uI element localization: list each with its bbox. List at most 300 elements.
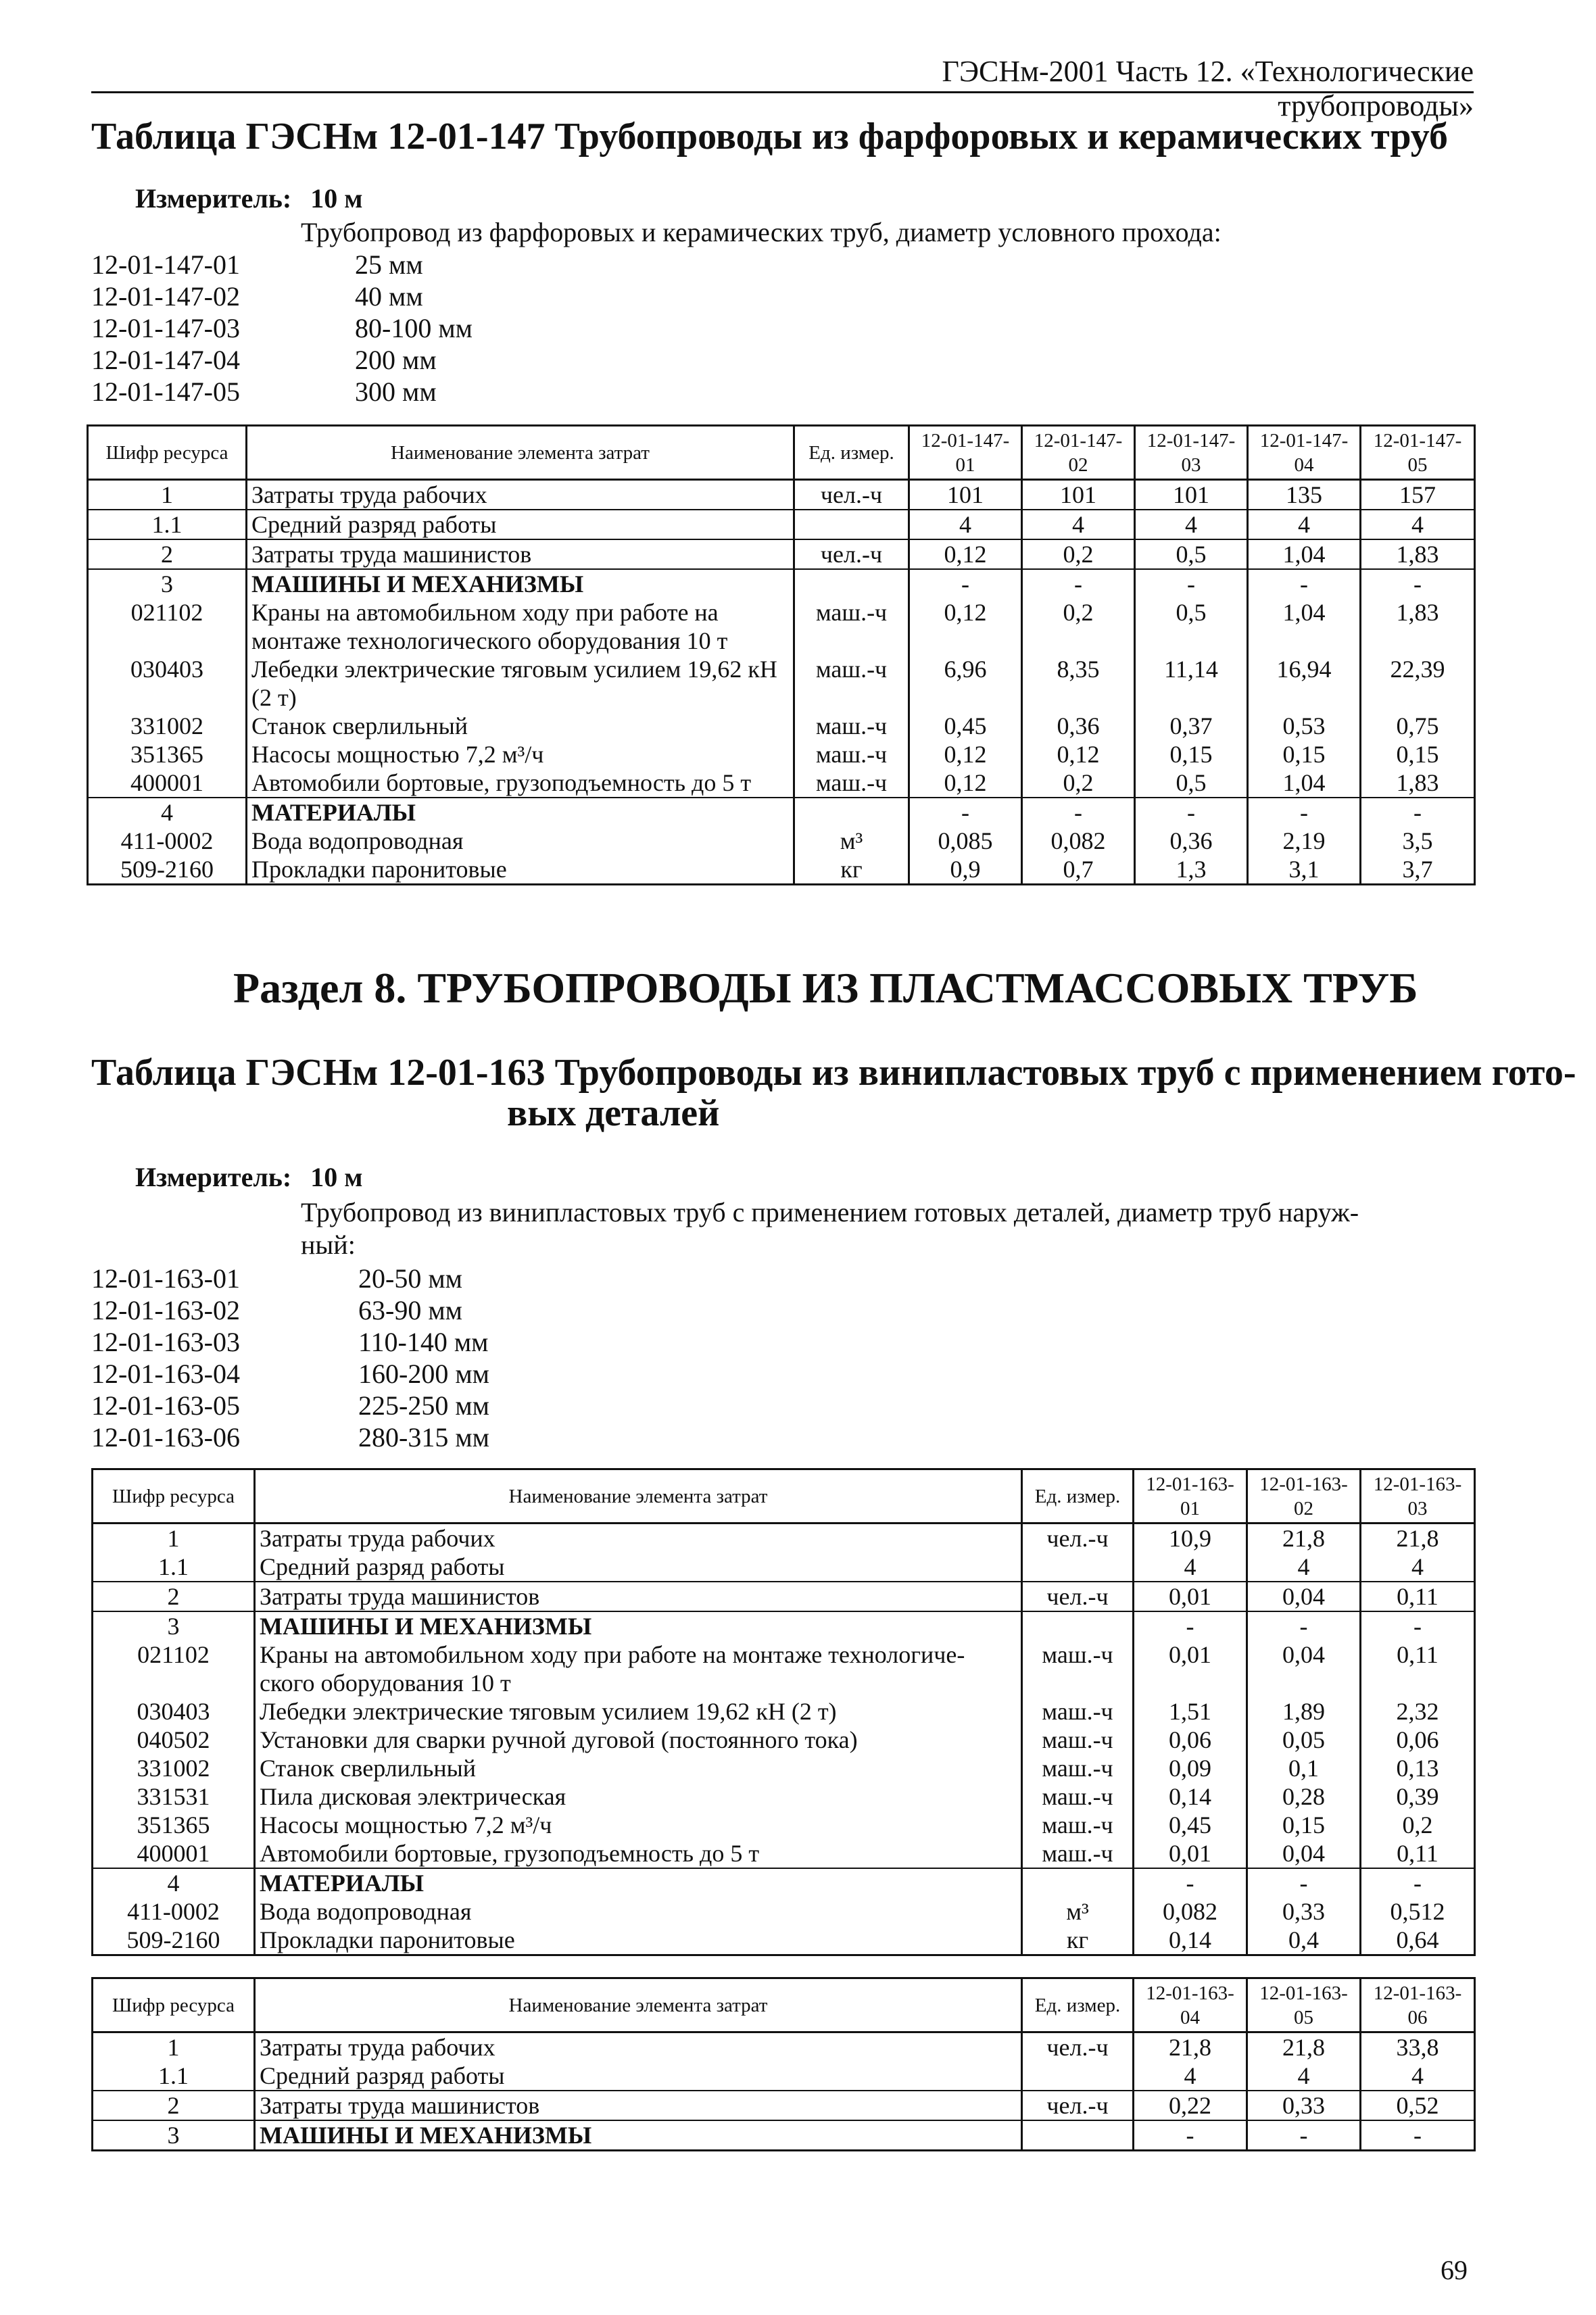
cell-name: Прокладки паронитовые bbox=[255, 1926, 1022, 1955]
table-row bbox=[88, 569, 1475, 598]
table-header-row bbox=[88, 426, 1475, 480]
header-cell: Шифр ресурса bbox=[93, 1978, 255, 2032]
cell-value: 0,37 bbox=[1135, 712, 1248, 740]
cell-value: 0,2 bbox=[1022, 769, 1135, 798]
code-row bbox=[91, 1294, 489, 1326]
cell-unit: чел.-ч bbox=[794, 539, 909, 569]
cell-unit: маш.-ч bbox=[794, 740, 909, 769]
cell-value: - bbox=[1134, 1868, 1247, 1897]
cell-name: Лебедки электрические тяговым усилием 19,62 кН (2 т) bbox=[255, 1697, 1022, 1726]
cell-code: 040502 bbox=[93, 1726, 255, 1754]
table-163-description-line1: Трубопровод из винипластовых труб с применением готовых деталей, диаметр труб наруж- bbox=[301, 1197, 1359, 1227]
cell-value: - bbox=[1135, 798, 1248, 827]
cell-unit: чел.-ч bbox=[794, 480, 909, 510]
cell-value: - bbox=[1134, 2120, 1247, 2151]
table-row bbox=[93, 1553, 1475, 1582]
table-147-code-list bbox=[91, 249, 473, 408]
cell-value: 4 bbox=[1022, 510, 1135, 539]
cell-value: - bbox=[1361, 1868, 1475, 1897]
cell-code: 1.1 bbox=[93, 1553, 255, 1582]
table-header-row bbox=[93, 1978, 1475, 2032]
table-163-part-b bbox=[91, 1977, 1476, 2151]
code-row bbox=[91, 1263, 489, 1294]
cell-value: 0,33 bbox=[1247, 2091, 1361, 2120]
table-row bbox=[88, 539, 1475, 569]
cell-code: 411-0002 bbox=[88, 827, 247, 855]
header-cell: 12-01-163-03 bbox=[1361, 1469, 1475, 1524]
cell-value: - bbox=[1247, 2120, 1361, 2151]
cell-code: 1 bbox=[93, 1524, 255, 1553]
code-row bbox=[91, 376, 473, 408]
cell-unit: маш.-ч bbox=[794, 655, 909, 712]
cell-value: 0,1 bbox=[1247, 1754, 1361, 1782]
code-value: 25 мм bbox=[355, 249, 423, 280]
cell-name: Установки для сварки ручной дуговой (постоянного тока) bbox=[255, 1726, 1022, 1754]
cell-value: 10,9 bbox=[1134, 1524, 1247, 1553]
cell-name: Средний разряд работы bbox=[255, 2062, 1022, 2091]
cell-value: 3,7 bbox=[1361, 855, 1475, 885]
header-cell: Шифр ресурса bbox=[88, 426, 247, 480]
table-147 bbox=[87, 424, 1476, 885]
cell-value: - bbox=[1361, 798, 1475, 827]
header-cell: Шифр ресурса bbox=[93, 1469, 255, 1524]
cell-value: 0,2 bbox=[1022, 598, 1135, 655]
section-title: Раздел 8. ТРУБОПРОВОДЫ ИЗ ПЛАСТМАССОВЫХ ТРУБ bbox=[233, 964, 1418, 1012]
measure-value: 10 м bbox=[310, 183, 363, 214]
header-cell: 12-01-147-05 bbox=[1361, 426, 1475, 480]
cell-value: 3,5 bbox=[1361, 827, 1475, 855]
cell-unit: кг bbox=[794, 855, 909, 885]
cell-value: - bbox=[1248, 798, 1361, 827]
measure-label: Измеритель: bbox=[135, 1162, 292, 1192]
cell-value: 0,2 bbox=[1022, 539, 1135, 569]
cell-name: Насосы мощностью 7,2 м³/ч bbox=[247, 740, 794, 769]
code-id: 12-01-163-04 bbox=[91, 1359, 240, 1389]
cell-value: 0,28 bbox=[1247, 1782, 1361, 1811]
cell-value: 0,04 bbox=[1247, 1640, 1361, 1697]
table-row bbox=[88, 740, 1475, 769]
cell-value: 0,52 bbox=[1361, 2091, 1475, 2120]
code-value: 225-250 мм bbox=[358, 1390, 489, 1421]
cell-unit: маш.-ч bbox=[1022, 1839, 1134, 1868]
table-row bbox=[93, 2032, 1475, 2062]
cell-value: 0,06 bbox=[1361, 1726, 1475, 1754]
cell-value: 0,22 bbox=[1134, 2091, 1247, 2120]
table-row bbox=[93, 1582, 1475, 1611]
table-147-description: Трубопровод из фарфоровых и керамических труб, диаметр условного прохода: bbox=[301, 217, 1222, 247]
cell-unit: маш.-ч bbox=[794, 598, 909, 655]
cell-unit bbox=[1022, 2120, 1134, 2151]
table-row bbox=[93, 1611, 1475, 1640]
code-id: 12-01-147-05 bbox=[91, 376, 240, 407]
cell-code: 411-0002 bbox=[93, 1897, 255, 1926]
cell-name: Краны на автомобильном ходу при работе на монтаже технологического оборудования 10 т bbox=[247, 598, 794, 655]
code-id: 12-01-163-03 bbox=[91, 1327, 240, 1357]
cell-name: Лебедки электрические тяговым усилием 19,62 кН (2 т) bbox=[247, 655, 794, 712]
cell-value: 6,96 bbox=[909, 655, 1022, 712]
cell-unit: маш.-ч bbox=[1022, 1697, 1134, 1726]
cell-value: 0,082 bbox=[1022, 827, 1135, 855]
cell-code: 021102 bbox=[88, 598, 247, 655]
cell-name: Средний разряд работы bbox=[247, 510, 794, 539]
cell-unit: маш.-ч bbox=[1022, 1782, 1134, 1811]
cell-unit bbox=[1022, 1553, 1134, 1582]
cell-value: 0,04 bbox=[1247, 1582, 1361, 1611]
cell-code: 3 bbox=[93, 1611, 255, 1640]
cell-value: - bbox=[1134, 1611, 1247, 1640]
cell-value: - bbox=[1022, 798, 1135, 827]
cell-value: 4 bbox=[1134, 2062, 1247, 2091]
table-row bbox=[93, 1811, 1475, 1839]
cell-code: 331002 bbox=[93, 1754, 255, 1782]
code-value: 110-140 мм bbox=[358, 1327, 489, 1357]
cell-name: Автомобили бортовые, грузоподъемность до 5 т bbox=[255, 1839, 1022, 1868]
cell-code: 3 bbox=[88, 569, 247, 598]
cell-name: Затраты труда машинистов bbox=[255, 1582, 1022, 1611]
table-row bbox=[93, 1782, 1475, 1811]
cell-name: Краны на автомобильном ходу при работе на монтаже технологиче-ского оборудования 10 т bbox=[255, 1640, 1022, 1697]
cell-value: 0,9 bbox=[909, 855, 1022, 885]
cell-value: 0,05 bbox=[1247, 1726, 1361, 1754]
cell-value: 33,8 bbox=[1361, 2032, 1475, 2062]
cell-value: 0,64 bbox=[1361, 1926, 1475, 1955]
cell-code: 2 bbox=[93, 2091, 255, 2120]
cell-value: 0,45 bbox=[1134, 1811, 1247, 1839]
cell-unit: маш.-ч bbox=[1022, 1640, 1134, 1697]
cell-value: 135 bbox=[1248, 480, 1361, 510]
cell-value: 0,36 bbox=[1135, 827, 1248, 855]
cell-name: Затраты труда машинистов bbox=[247, 539, 794, 569]
table-row bbox=[93, 1926, 1475, 1955]
cell-value: 0,12 bbox=[909, 769, 1022, 798]
header-cell: 12-01-163-06 bbox=[1361, 1978, 1475, 2032]
cell-value: - bbox=[1248, 569, 1361, 598]
measure-label: Измеритель: bbox=[135, 183, 292, 214]
measure-value: 10 м bbox=[310, 1162, 363, 1192]
cell-unit bbox=[794, 798, 909, 827]
cell-value: 1,83 bbox=[1361, 769, 1475, 798]
code-id: 12-01-147-01 bbox=[91, 249, 240, 280]
cell-unit: чел.-ч bbox=[1022, 1582, 1134, 1611]
code-id: 12-01-163-06 bbox=[91, 1422, 240, 1453]
cell-name: МАШИНЫ И МЕХАНИЗМЫ bbox=[255, 1611, 1022, 1640]
cell-value: 4 bbox=[1134, 1553, 1247, 1582]
running-header: ГЭСНм-2001 Часть 12. «Технологические трубопроводы» bbox=[942, 55, 1474, 122]
cell-value: 1,04 bbox=[1248, 769, 1361, 798]
cell-value: 0,11 bbox=[1361, 1839, 1475, 1868]
cell-value: - bbox=[1247, 1611, 1361, 1640]
cell-code: 331002 bbox=[88, 712, 247, 740]
cell-value: 21,8 bbox=[1247, 2032, 1361, 2062]
cell-value: 0,33 bbox=[1247, 1897, 1361, 1926]
cell-value: 0,12 bbox=[1022, 740, 1135, 769]
cell-code: 400001 bbox=[88, 769, 247, 798]
table-header-row bbox=[93, 1469, 1475, 1524]
table-163-description-line2: ный: bbox=[301, 1229, 356, 1260]
header-cell: 12-01-163-01 bbox=[1134, 1469, 1247, 1524]
cell-unit: маш.-ч bbox=[1022, 1811, 1134, 1839]
cell-code: 021102 bbox=[93, 1640, 255, 1697]
code-row bbox=[91, 1421, 489, 1453]
cell-value: 4 bbox=[1247, 1553, 1361, 1582]
cell-value: - bbox=[909, 569, 1022, 598]
cell-value: 101 bbox=[1135, 480, 1248, 510]
cell-code: 1 bbox=[88, 480, 247, 510]
cell-value: 0,512 bbox=[1361, 1897, 1475, 1926]
cell-unit: кг bbox=[1022, 1926, 1134, 1955]
cell-name: МАТЕРИАЛЫ bbox=[255, 1868, 1022, 1897]
cell-value: 4 bbox=[1247, 2062, 1361, 2091]
code-row bbox=[91, 249, 473, 281]
cell-code: 2 bbox=[88, 539, 247, 569]
cell-code: 030403 bbox=[88, 655, 247, 712]
cell-value: 0,04 bbox=[1247, 1839, 1361, 1868]
cell-name: Станок сверлильный bbox=[247, 712, 794, 740]
cell-code: 509-2160 bbox=[93, 1926, 255, 1955]
code-row bbox=[91, 344, 473, 376]
code-value: 20-50 мм bbox=[358, 1263, 462, 1294]
code-id: 12-01-163-05 bbox=[91, 1390, 240, 1421]
cell-unit bbox=[794, 510, 909, 539]
cell-code: 3 bbox=[93, 2120, 255, 2151]
table-row bbox=[88, 510, 1475, 539]
cell-value: 1,83 bbox=[1361, 539, 1475, 569]
cell-value: 0,085 bbox=[909, 827, 1022, 855]
code-row bbox=[91, 1326, 489, 1358]
cell-value: 0,5 bbox=[1135, 769, 1248, 798]
header-cell: 12-01-163-02 bbox=[1247, 1469, 1361, 1524]
cell-value: 22,39 bbox=[1361, 655, 1475, 712]
cell-name: Затраты труда машинистов bbox=[255, 2091, 1022, 2120]
cell-value: 0,12 bbox=[909, 740, 1022, 769]
cell-unit bbox=[1022, 2062, 1134, 2091]
cell-unit: чел.-ч bbox=[1022, 2032, 1134, 2062]
cell-name: Вода водопроводная bbox=[247, 827, 794, 855]
cell-code: 400001 bbox=[93, 1839, 255, 1868]
header-rule bbox=[91, 91, 1474, 93]
table-147-title: Таблица ГЭСНм 12-01-147 Трубопроводы из фарфоровых и керамических труб bbox=[91, 116, 1449, 157]
table-row bbox=[88, 769, 1475, 798]
table-row bbox=[93, 1640, 1475, 1697]
cell-value: 0,09 bbox=[1134, 1754, 1247, 1782]
cell-value: 1,04 bbox=[1248, 598, 1361, 655]
code-value: 63-90 мм bbox=[358, 1295, 462, 1325]
cell-value: 1,51 bbox=[1134, 1697, 1247, 1726]
cell-code: 4 bbox=[93, 1868, 255, 1897]
cell-value: 3,1 bbox=[1248, 855, 1361, 885]
table-row bbox=[88, 655, 1475, 712]
cell-name: Затраты труда рабочих bbox=[247, 480, 794, 510]
code-row bbox=[91, 312, 473, 344]
cell-value: 0,5 bbox=[1135, 598, 1248, 655]
cell-value: 1,04 bbox=[1248, 539, 1361, 569]
table-row bbox=[93, 1697, 1475, 1726]
cell-value: 0,36 bbox=[1022, 712, 1135, 740]
table-row bbox=[93, 2091, 1475, 2120]
cell-code: 1 bbox=[93, 2032, 255, 2062]
table-row bbox=[93, 1524, 1475, 1553]
cell-value: 4 bbox=[909, 510, 1022, 539]
cell-value: 0,15 bbox=[1247, 1811, 1361, 1839]
cell-value: 0,15 bbox=[1361, 740, 1475, 769]
code-value: 300 мм bbox=[355, 376, 437, 407]
cell-value: 11,14 bbox=[1135, 655, 1248, 712]
code-value: 200 мм bbox=[355, 345, 437, 375]
cell-value: 101 bbox=[1022, 480, 1135, 510]
code-value: 80-100 мм bbox=[355, 313, 473, 343]
cell-value: 0,5 bbox=[1135, 539, 1248, 569]
cell-value: 1,89 bbox=[1247, 1697, 1361, 1726]
cell-value: 0,14 bbox=[1134, 1782, 1247, 1811]
cell-value: 0,01 bbox=[1134, 1839, 1247, 1868]
code-value: 160-200 мм bbox=[358, 1359, 489, 1389]
cell-name: Вода водопроводная bbox=[255, 1897, 1022, 1926]
code-id: 12-01-147-03 bbox=[91, 313, 240, 343]
code-id: 12-01-163-02 bbox=[91, 1295, 240, 1325]
cell-value: 0,15 bbox=[1248, 740, 1361, 769]
cell-value: 0,11 bbox=[1361, 1582, 1475, 1611]
cell-name: Средний разряд работы bbox=[255, 1553, 1022, 1582]
cell-unit: чел.-ч bbox=[1022, 2091, 1134, 2120]
table-row bbox=[88, 855, 1475, 885]
cell-unit: маш.-ч bbox=[1022, 1726, 1134, 1754]
cell-unit bbox=[1022, 1611, 1134, 1640]
code-id: 12-01-147-04 bbox=[91, 345, 240, 375]
cell-name: МАШИНЫ И МЕХАНИЗМЫ bbox=[247, 569, 794, 598]
cell-value: 1,3 bbox=[1135, 855, 1248, 885]
code-id: 12-01-147-02 bbox=[91, 281, 240, 312]
cell-value: 0,12 bbox=[909, 539, 1022, 569]
header-cell: 12-01-163-04 bbox=[1134, 1978, 1247, 2032]
cell-name: Прокладки паронитовые bbox=[247, 855, 794, 885]
header-cell: 12-01-147-03 bbox=[1135, 426, 1248, 480]
cell-value: 157 bbox=[1361, 480, 1475, 510]
cell-value: 0,75 bbox=[1361, 712, 1475, 740]
table-row bbox=[93, 1754, 1475, 1782]
cell-value: - bbox=[1361, 2120, 1475, 2151]
cell-value: 0,53 bbox=[1248, 712, 1361, 740]
table-row bbox=[88, 798, 1475, 827]
cell-unit bbox=[794, 569, 909, 598]
cell-value: 8,35 bbox=[1022, 655, 1135, 712]
cell-value: 2,19 bbox=[1248, 827, 1361, 855]
cell-value: 0,01 bbox=[1134, 1582, 1247, 1611]
code-value: 40 мм bbox=[355, 281, 423, 312]
cell-unit: м³ bbox=[794, 827, 909, 855]
header-cell: Ед. измер. bbox=[1022, 1978, 1134, 2032]
cell-code: 4 bbox=[88, 798, 247, 827]
page-number: 69 bbox=[1441, 2255, 1468, 2285]
cell-unit: чел.-ч bbox=[1022, 1524, 1134, 1553]
table-163-title-line1: Таблица ГЭСНм 12-01-163 Трубопроводы из винипластовых труб с применением гото- bbox=[91, 1052, 1576, 1094]
cell-value: 0,06 bbox=[1134, 1726, 1247, 1754]
cell-code: 351365 bbox=[93, 1811, 255, 1839]
cell-value: - bbox=[1361, 1611, 1475, 1640]
cell-unit bbox=[1022, 1868, 1134, 1897]
cell-value: 0,11 bbox=[1361, 1640, 1475, 1697]
cell-value: 16,94 bbox=[1248, 655, 1361, 712]
cell-value: - bbox=[1247, 1868, 1361, 1897]
cell-code: 1.1 bbox=[88, 510, 247, 539]
cell-value: 0,4 bbox=[1247, 1926, 1361, 1955]
table-row bbox=[93, 2120, 1475, 2151]
cell-value: 21,8 bbox=[1134, 2032, 1247, 2062]
table-row bbox=[93, 1726, 1475, 1754]
cell-value: 0,2 bbox=[1361, 1811, 1475, 1839]
header-cell: 12-01-147-01 bbox=[909, 426, 1022, 480]
cell-value: 2,32 bbox=[1361, 1697, 1475, 1726]
cell-value: 0,12 bbox=[909, 598, 1022, 655]
table-row bbox=[93, 1839, 1475, 1868]
table-163-title-line2: вых деталей bbox=[507, 1092, 720, 1134]
cell-code: 030403 bbox=[93, 1697, 255, 1726]
table-row bbox=[88, 712, 1475, 740]
header-cell: Ед. измер. bbox=[1022, 1469, 1134, 1524]
cell-value: - bbox=[1135, 569, 1248, 598]
cell-name: Затраты труда рабочих bbox=[255, 1524, 1022, 1553]
cell-name: Автомобили бортовые, грузоподъемность до 5 т bbox=[247, 769, 794, 798]
cell-value: 1,83 bbox=[1361, 598, 1475, 655]
cell-value: 21,8 bbox=[1361, 1524, 1475, 1553]
cell-unit: маш.-ч bbox=[794, 712, 909, 740]
cell-value: 0,15 bbox=[1135, 740, 1248, 769]
table-147-measure bbox=[135, 182, 362, 214]
cell-value: - bbox=[909, 798, 1022, 827]
table-row bbox=[88, 598, 1475, 655]
cell-value: 0,14 bbox=[1134, 1926, 1247, 1955]
cell-unit: м³ bbox=[1022, 1897, 1134, 1926]
header-cell: Ед. измер. bbox=[794, 426, 909, 480]
cell-value: 0,13 bbox=[1361, 1754, 1475, 1782]
table-163-code-list bbox=[91, 1263, 489, 1453]
header-cell: Наименование элемента затрат bbox=[247, 426, 794, 480]
cell-name: Затраты труда рабочих bbox=[255, 2032, 1022, 2062]
cell-unit: маш.-ч bbox=[794, 769, 909, 798]
header-cell: 12-01-163-05 bbox=[1247, 1978, 1361, 2032]
code-row bbox=[91, 1358, 489, 1390]
cell-value: - bbox=[1022, 569, 1135, 598]
code-row bbox=[91, 281, 473, 312]
table-row bbox=[88, 827, 1475, 855]
table-row bbox=[93, 1897, 1475, 1926]
cell-value: 4 bbox=[1135, 510, 1248, 539]
cell-code: 1.1 bbox=[93, 2062, 255, 2091]
cell-value: 21,8 bbox=[1247, 1524, 1361, 1553]
cell-value: 0,7 bbox=[1022, 855, 1135, 885]
cell-value: 4 bbox=[1361, 1553, 1475, 1582]
code-row bbox=[91, 1390, 489, 1421]
cell-name: Станок сверлильный bbox=[255, 1754, 1022, 1782]
cell-code: 351365 bbox=[88, 740, 247, 769]
cell-unit: маш.-ч bbox=[1022, 1754, 1134, 1782]
cell-value: 0,39 bbox=[1361, 1782, 1475, 1811]
table-row bbox=[93, 2062, 1475, 2091]
code-id: 12-01-163-01 bbox=[91, 1263, 240, 1294]
table-row bbox=[93, 1868, 1475, 1897]
header-cell: Наименование элемента затрат bbox=[255, 1469, 1022, 1524]
table-row bbox=[88, 480, 1475, 510]
cell-code: 331531 bbox=[93, 1782, 255, 1811]
cell-value: 4 bbox=[1361, 510, 1475, 539]
header-cell: Наименование элемента затрат bbox=[255, 1978, 1022, 2032]
cell-value: 4 bbox=[1248, 510, 1361, 539]
cell-value: - bbox=[1361, 569, 1475, 598]
cell-value: 0,45 bbox=[909, 712, 1022, 740]
cell-name: МАТЕРИАЛЫ bbox=[247, 798, 794, 827]
table-163-measure bbox=[135, 1161, 362, 1193]
cell-name: Пила дисковая электрическая bbox=[255, 1782, 1022, 1811]
cell-value: 4 bbox=[1361, 2062, 1475, 2091]
